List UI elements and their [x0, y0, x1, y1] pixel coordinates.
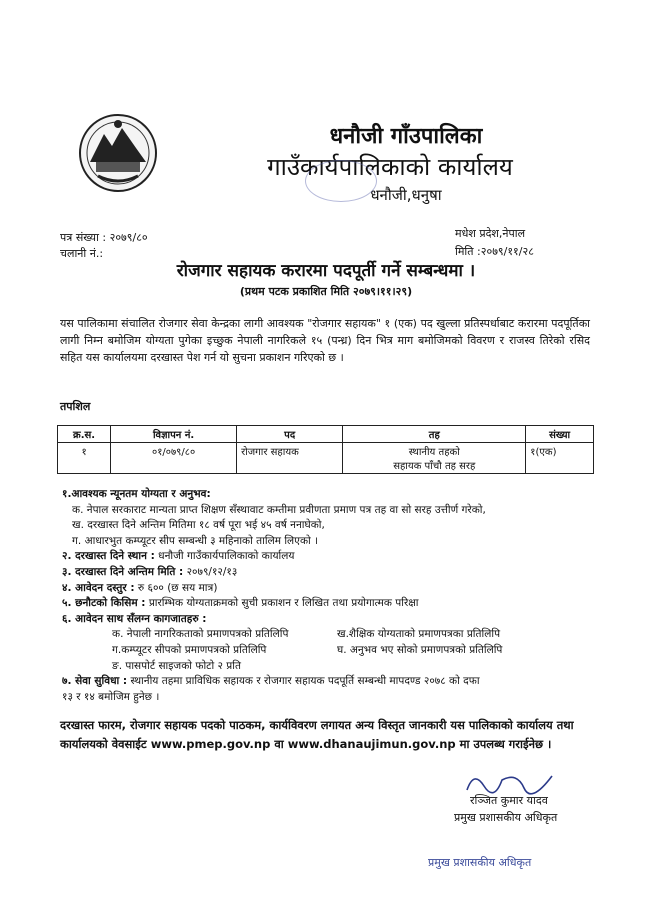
req-7-cont: १३ र १४ बमोजिम हुनेछ ।: [62, 690, 160, 703]
municipality-name: धनौजी गाँउपालिका: [329, 124, 483, 149]
office-name: गाउँकार्यपालिकाको कार्यालय: [267, 153, 513, 181]
req-1-title: १.आवश्यक न्यूनतम योग्यता र अनुभव:: [62, 488, 211, 500]
req-6-e: ङ. पासपोर्ट साइजको फोटो २ प्रति: [112, 659, 241, 672]
req-1-c: ग. आधारभुत कम्प्यूटर सीप सम्बन्धी ३ महिनाको तालिम लिएको ।: [72, 534, 319, 547]
table-header-row: [58, 426, 594, 443]
col-post: पद: [237, 426, 343, 443]
req-1-a: क. नेपाल सरकाराट मान्यता प्राप्त शिक्षण सँस्थावाट कम्तीमा प्रवीणता प्रमाण पत्र तह वा सो सरह उत्तीर्ण गरेको,: [72, 503, 486, 516]
col-level: तह: [343, 426, 526, 443]
footer-paragraph: दरखास्त फारम, रोजगार सहायक पदको पाठकम, कार्यविवरण लगायत अन्य विस्तृत जानकारी यस पालिकाको कार्यालय तथा कार्यालयको वेवसाईट www.pmep.gov.np वा www.dhanaujimun.gov.np मा उपलब्ध गराईनेछ ।: [60, 718, 574, 751]
nepal-emblem-icon: [78, 112, 158, 194]
signatory-name: रञ्जित कुमार यादव: [470, 794, 548, 807]
req-5: ५. छनौटको किसिम : प्रारम्भिक योग्यताक्रमको सुची प्रकाशन र लिखित तथा प्रयोगात्मक परिक्षा: [62, 597, 419, 610]
col-serial: क्र.स.: [58, 426, 111, 443]
req-6-row-2: ग.कम्प्यूटर सीपको प्रमाणपत्रको प्रतिलिपि घ. अनुभव भए सोको प्रमाणपत्रको प्रतिलिपि: [112, 643, 503, 656]
signatory-title: प्रमुख प्रशासकीय अधिकृत: [454, 811, 558, 824]
req-7: ७. सेवा सुविधा : स्थानीय तहमा प्राविधिक सहायक र रोजगार सहायक पदपूर्ति सम्बन्धी मापदण्ड २०७८ को दफा: [62, 675, 480, 688]
req-6-row-1: क. नेपाली नागरिकताको प्रमाणपत्रको प्रतिलिपि ख.शैक्षिक योग्यताको प्रमाणपत्रका प्रतिलिपि: [112, 628, 501, 641]
round-stamp: [305, 160, 377, 202]
intro-paragraph: यस पालिकामा संचालित रोजगार सेवा केन्द्रका लागी आवश्यक "रोजगार सहायक" १ (एक) पद खुल्ला प्रतिस्पर्धाबाट करारमा पदपूर्तिका लागी निम्न बमोजिम योग्यता पुगेका इच्छुक नेपाली नागरिकले १५ (पन्ध्र) दिन भित्र माग बमोजिमको विवरण र राजस्व तिरेको रसिद सहित यस कार्यालयमा दरखास्त पेश गर्न यो सुचना प्रकाशन गरिएको छ ।: [60, 317, 590, 364]
req-3: ३. दरखास्त दिने अन्तिम मिति : २०७९/१२/१३: [62, 565, 238, 578]
vacancy-table: [57, 425, 594, 474]
req-2: २. दरखास्त दिने स्थान : धनौजी गाउँकार्यपालिकाको कार्यालय: [62, 550, 295, 563]
notice-date: मिति :२०७९/११/२८: [455, 245, 534, 258]
official-stamp: प्रमुख प्रशासकीय अधिकृत: [428, 856, 532, 869]
req-4: ४. आवेदन दस्तुर : रु ६०० (छ सय मात्र): [62, 581, 218, 594]
details-heading: तपशिल: [60, 400, 91, 413]
req-1-b: ख. दरखास्त दिने अन्तिम मितिमा १८ वर्ष पूरा भई ४५ वर्ष ननाघेको,: [72, 519, 325, 532]
letter-number: पत्र संख्या : २०७९/८०: [60, 231, 148, 244]
office-location: धनौजी,धनुषा: [370, 186, 442, 204]
col-count: संख्या: [526, 426, 594, 443]
subject-note: (प्रथम पटक प्रकाशित मिति २०७९।११।२९): [239, 285, 413, 298]
col-adv-no: विज्ञापन नं.: [111, 426, 237, 443]
requirements-list: [62, 487, 602, 705]
dispatch-number: चलानी नं.:: [60, 247, 104, 260]
province: मधेश प्रदेश,नेपाल: [455, 227, 526, 240]
subject-heading: रोजगार सहायक करारमा पदपूर्ती गर्ने सम्बन्धमा ।: [176, 261, 476, 281]
req-6-title: ६. आवेदन साथ सँलग्न कागजातहरु :: [62, 612, 207, 625]
table-row: १ ०१/०७९/८० रोजगार सहायक स्थानीय तहको सहायक पाँचौ तह सरह १(एक): [58, 443, 594, 474]
